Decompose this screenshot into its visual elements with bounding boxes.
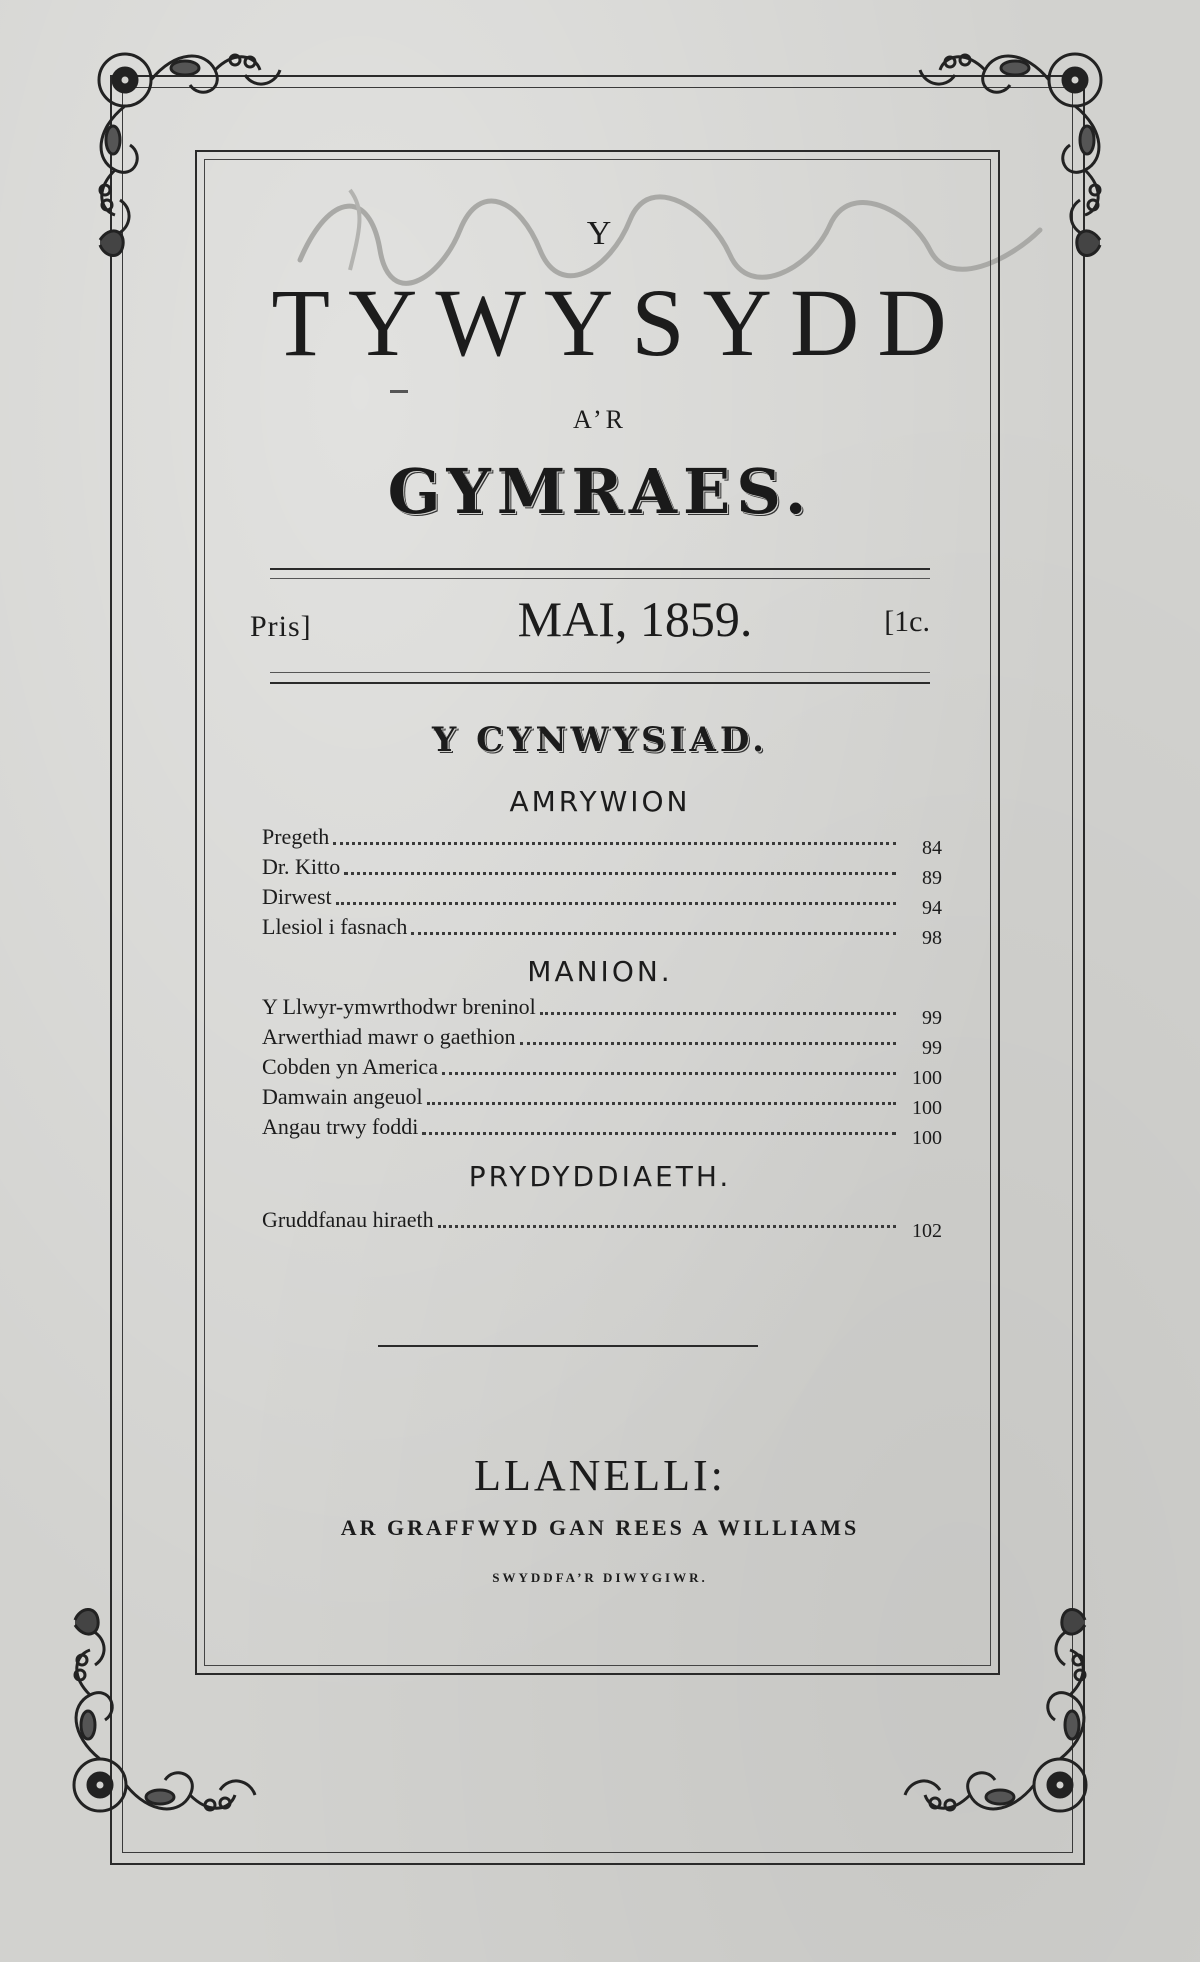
toc-entry <box>262 992 942 1029</box>
toc-entry <box>262 912 942 949</box>
dot-leader <box>442 1072 896 1075</box>
toc-entry-title: Gruddfanau hiraeth <box>262 1207 434 1232</box>
imprint-printer: AR GRAFFWYD GAN REES A WILLIAMS <box>340 1515 860 1540</box>
toc-entry-title: Cobden yn America <box>262 1054 438 1079</box>
masthead-title: TYWYSYDD <box>271 269 965 376</box>
dot-leader <box>438 1225 896 1228</box>
rule-top-2 <box>270 578 930 579</box>
toc-entry-title: Dirwest <box>262 884 332 909</box>
cover-content <box>200 150 1000 1675</box>
toc-entry-page: 94 <box>922 897 942 919</box>
toc-entry-page: 89 <box>922 867 942 889</box>
pre-title: Y <box>586 215 614 252</box>
masthead-subtitle: GYMRAES. <box>387 455 813 528</box>
imprint-office: SWYDDFA’R DIWYGIWR. <box>492 1570 708 1585</box>
toc-entry <box>262 1082 942 1119</box>
rule-mid-2 <box>270 682 930 684</box>
section-heading-manion: MANION. <box>527 955 673 988</box>
toc-entry <box>262 822 942 859</box>
dot-leader <box>540 1012 896 1015</box>
toc-entry-title: Damwain angeuol <box>262 1084 423 1109</box>
rule-mid-1 <box>270 672 930 673</box>
dot-leader <box>344 872 896 875</box>
title-conjunction: A’R <box>573 405 627 434</box>
section-heading-prydyddiaeth: PRYDYDDIAETH. <box>468 1160 732 1193</box>
toc-entry-title: Angau trwy foddi <box>262 1114 419 1139</box>
toc-entry-page: 99 <box>922 1007 942 1029</box>
toc-entry <box>262 1205 942 1242</box>
dot-leader <box>333 842 896 845</box>
toc-entry <box>262 882 942 919</box>
toc-entry <box>262 852 942 889</box>
contents-heading: Y CYNWYSIAD. <box>432 720 768 760</box>
imprint-place: LLANELLI: <box>474 1451 726 1500</box>
small-dash-mark <box>390 390 408 393</box>
toc-entry-page: 100 <box>912 1067 942 1089</box>
toc-entry-page: 98 <box>922 927 942 949</box>
price-label: Pris] <box>250 610 312 643</box>
toc-entry <box>262 1112 942 1149</box>
rule-top-1 <box>270 568 930 570</box>
dot-leader <box>520 1042 896 1045</box>
issue-date: MAI, 1859. <box>517 591 753 647</box>
section-divider <box>378 1345 758 1347</box>
toc-entry-title: Pregeth <box>262 824 330 849</box>
dot-leader <box>427 1102 896 1105</box>
toc-entry-title: Y Llwyr-ymwrthodwr breninol <box>262 994 536 1019</box>
dot-leader <box>422 1132 896 1135</box>
toc-entry <box>262 1052 942 1089</box>
toc-entry-page: 84 <box>922 837 942 859</box>
toc-entry-page: 102 <box>912 1220 942 1242</box>
toc-entry <box>262 1022 942 1059</box>
toc-entry-page: 100 <box>912 1127 942 1149</box>
issue-line <box>250 590 930 660</box>
toc-entry-title: Llesiol i fasnach <box>262 914 408 939</box>
toc-entry-page: 100 <box>912 1097 942 1119</box>
section-heading-amrywion: AMRYWION <box>509 785 691 818</box>
toc-entry-title: Arwerthiad mawr o gaethion <box>262 1024 516 1049</box>
dot-leader <box>336 902 896 905</box>
toc-entry-title: Dr. Kitto <box>262 854 341 879</box>
toc-entry-page: 99 <box>922 1037 942 1059</box>
dot-leader <box>411 932 896 935</box>
issue-price: [1c. <box>884 605 930 638</box>
